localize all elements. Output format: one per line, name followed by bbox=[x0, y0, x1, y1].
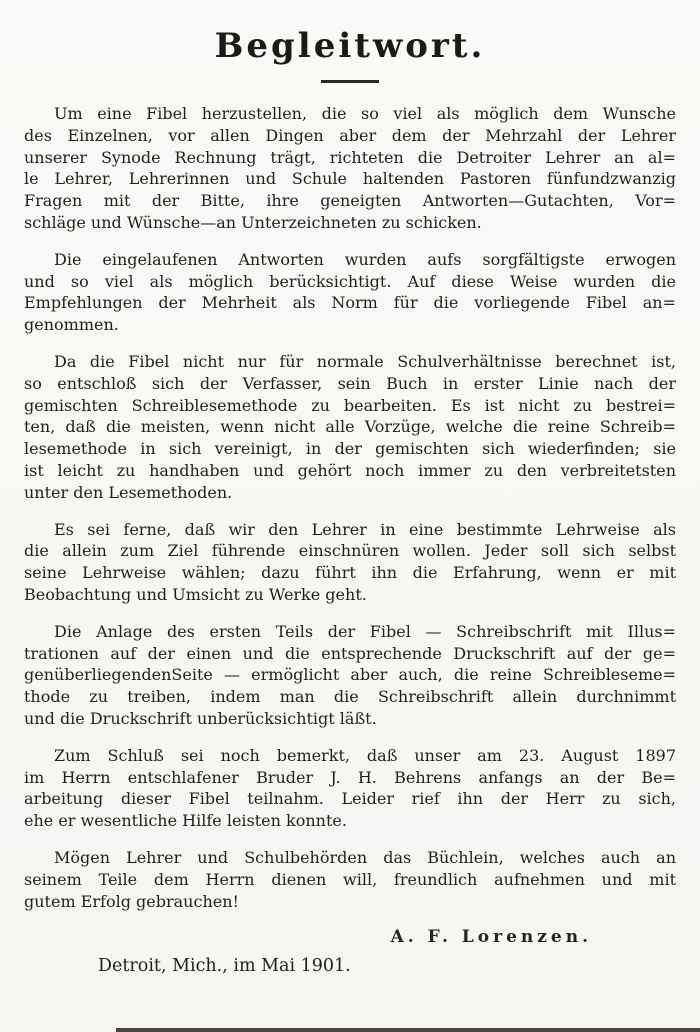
paragraph bbox=[24, 249, 676, 336]
text-line: gemischten Schreiblesemethode zu bearbeiten. Es ist nicht zu bestrei= bbox=[24, 395, 676, 415]
text-line: Es sei ferne, daß wir den Lehrer in eine bestimmte Lehrweise als bbox=[54, 519, 676, 539]
text-line: die allein zum Ziel führende einschnüren wollen. Jeder soll sich selbst bbox=[24, 541, 676, 561]
text-line: gutem Erfolg gebrauchen! bbox=[24, 891, 239, 911]
foreword-text bbox=[24, 103, 676, 912]
text-line: Zum Schluß sei noch bemerkt, daß unser am 23. August 1897 bbox=[54, 745, 676, 765]
dateline: Detroit, Mich., im Mai 1901. bbox=[98, 956, 351, 977]
text-line: schläge und Wünsche—an Unterzeichneten zu schicken. bbox=[24, 212, 482, 232]
title-rule bbox=[321, 80, 379, 83]
scan-artifact-bar bbox=[116, 1028, 700, 1032]
text-line: Mögen Lehrer und Schulbehörden das Büchlein, welches auch an bbox=[54, 847, 676, 867]
text-line: trationen auf der einen und die entsprechende Druckschrift auf der ge= bbox=[24, 643, 676, 663]
text-line: arbeitung dieser Fibel teilnahm. Leider rief ihn der Herr zu sich, bbox=[24, 789, 676, 809]
text-line: ten, daß die meisten, wenn nicht alle Vorzüge, welche die reine Schreib= bbox=[24, 417, 676, 437]
signature: A. F. Lorenzen. bbox=[390, 927, 592, 948]
text-line: genommen. bbox=[24, 315, 119, 335]
page-title: Begleitwort. bbox=[214, 26, 486, 66]
text-line: seinem Teile dem Herrn dienen will, freundlich aufnehmen und mit bbox=[24, 869, 676, 889]
paragraph bbox=[24, 103, 676, 234]
text-line: Die eingelaufenen Antworten wurden aufs sorgfältigste erwogen bbox=[54, 249, 676, 269]
text-line: und so viel als möglich berücksichtigt. Auf diese Weise wurden die bbox=[24, 271, 676, 291]
paragraph bbox=[24, 351, 676, 504]
paragraph bbox=[24, 745, 676, 832]
paragraph bbox=[24, 519, 676, 606]
text-line: im Herrn entschlafener Bruder J. H. Behrens anfangs an der Be= bbox=[24, 767, 676, 787]
text-line: des Einzelnen, vor allen Dingen aber dem der Mehrzahl der Lehrer bbox=[24, 125, 676, 145]
text-line: seine Lehrweise wählen; dazu führt ihn die Erfahrung, wenn er mit bbox=[24, 563, 676, 583]
text-line: Empfehlungen der Mehrheit als Norm für die vorliegende Fibel an= bbox=[24, 293, 676, 313]
text-line: ist leicht zu handhaben und gehört noch immer zu den verbreitetsten bbox=[24, 460, 676, 480]
text-line: lesemethode in sich vereinigt, in der gemischten sich wiederfinden; sie bbox=[24, 439, 676, 459]
text-line: thode zu treiben, indem man die Schreibschrift allein durchnimmt bbox=[24, 687, 676, 707]
text-line: unserer Synode Rechnung trägt, richteten die Detroiter Lehrer an al= bbox=[24, 147, 676, 167]
text-line: Da die Fibel nicht nur für normale Schulverhältnisse berechnet ist, bbox=[54, 351, 676, 371]
text-line: le Lehrer, Lehrerinnen und Schule haltenden Pastoren fünfundzwanzig bbox=[24, 169, 676, 189]
text-line: Die Anlage des ersten Teils der Fibel — Schreibschrift mit Illus= bbox=[54, 621, 676, 641]
text-line: Um eine Fibel herzustellen, die so viel als möglich dem Wunsche bbox=[54, 104, 676, 123]
paragraph bbox=[24, 621, 676, 730]
paragraph bbox=[24, 847, 676, 912]
text-line: Beobachtung und Umsicht zu Werke geht. bbox=[24, 584, 367, 604]
text-line: und die Druckschrift unberücksichtigt läßt. bbox=[24, 708, 377, 728]
text-line: so entschloß sich der Verfasser, sein Buch in erster Linie nach der bbox=[24, 373, 676, 393]
text-line: unter den Lesemethoden. bbox=[24, 482, 233, 502]
text-line: ehe er wesentliche Hilfe leisten konnte. bbox=[24, 811, 347, 831]
text-line: genüberliegendenSeite — ermöglicht aber auch, die reine Schreibleseme= bbox=[24, 665, 676, 685]
text-line: Fragen mit der Bitte, ihre geneigten Antworten—Gutachten, Vor= bbox=[24, 191, 676, 211]
